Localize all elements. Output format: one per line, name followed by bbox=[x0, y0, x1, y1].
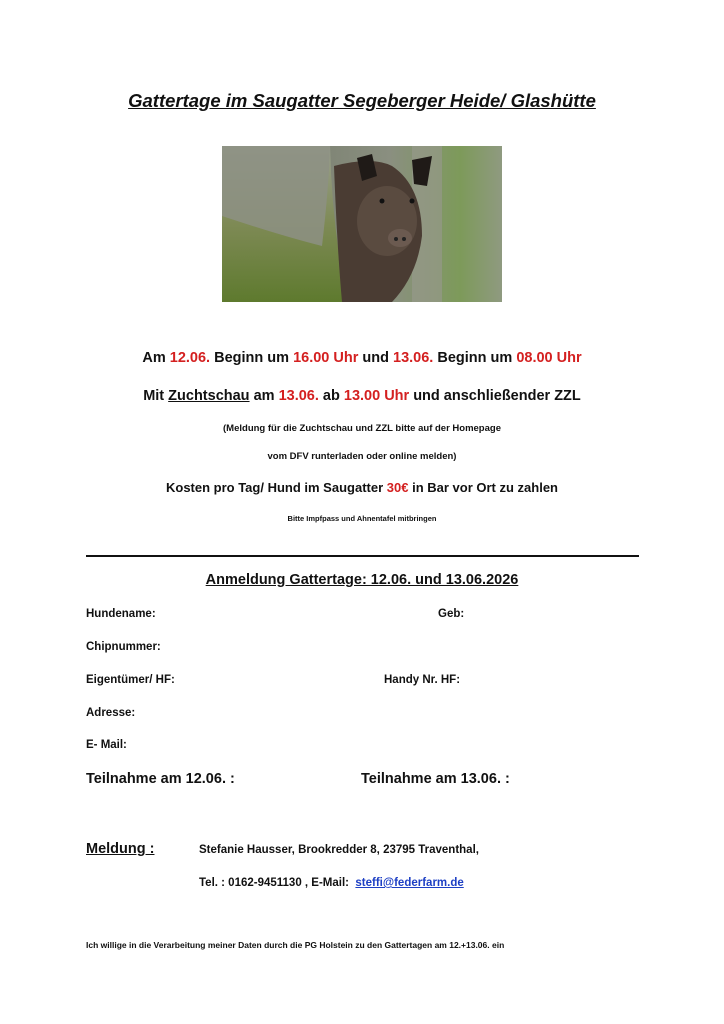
field-label-adresse: Adresse: bbox=[86, 707, 136, 719]
time-highlight: 13.00 Uhr bbox=[343, 388, 410, 404]
cost-line bbox=[0, 480, 724, 495]
text: und anschließender ZZL bbox=[409, 388, 581, 404]
field-label-geb: Geb: bbox=[438, 608, 465, 620]
email-link[interactable]: steffi@federfarm.de bbox=[355, 877, 464, 889]
field-label-handy: Handy Nr. HF: bbox=[384, 674, 461, 686]
meldung-contact bbox=[199, 877, 464, 889]
consent-text: Ich willige in die Verarbeitung meiner Daten durch die PG Holstein zu den Gattertagen am 12.+13.06. ein bbox=[86, 940, 505, 950]
field-label-hundename: Hundename: bbox=[86, 608, 156, 620]
date-highlight: 12.06. bbox=[169, 350, 211, 366]
field-label-eigentuemer: Eigentümer/ HF: bbox=[86, 674, 175, 686]
teilnahme-day1: Teilnahme am 12.06. : bbox=[86, 771, 235, 787]
homepage-note-line2: vom DFV runterladen oder online melden) bbox=[267, 451, 457, 462]
field-label-email: E- Mail: bbox=[86, 739, 127, 751]
homepage-note-line1: (Meldung für die Zuchtschau und ZZL bitte auf der Homepage bbox=[223, 423, 501, 434]
text: Beginn um bbox=[433, 350, 517, 366]
meldung-address: Stefanie Hausser, Brookredder 8, 23795 Traventhal, bbox=[199, 844, 479, 856]
zuchtschau-term: Zuchtschau bbox=[168, 388, 250, 404]
schedule-line bbox=[0, 350, 724, 366]
wild-boar-behind-tree-photo bbox=[222, 146, 502, 302]
teilnahme-day2: Teilnahme am 13.06. : bbox=[361, 771, 510, 787]
text: Am bbox=[142, 350, 170, 366]
text: in Bar vor Ort zu zahlen bbox=[408, 480, 558, 495]
text: ab bbox=[318, 388, 344, 404]
phone-text: Tel. : 0162-9451130 , E-Mail: bbox=[199, 877, 356, 889]
zuchtschau-line bbox=[0, 388, 724, 404]
price-highlight: 30€ bbox=[386, 480, 409, 495]
date-highlight: 13.06. bbox=[278, 388, 319, 404]
meldung-label: Meldung : bbox=[86, 841, 155, 857]
time-highlight: 16.00 Uhr bbox=[293, 350, 359, 366]
time-highlight: 08.00 Uhr bbox=[516, 350, 582, 366]
text: Kosten pro Tag/ Hund im Saugatter bbox=[165, 480, 387, 495]
text: und bbox=[358, 350, 394, 366]
date-highlight: 13.06. bbox=[393, 350, 434, 366]
bring-documents-note: Bitte Impfpass und Ahnentafel mitbringen bbox=[287, 514, 437, 523]
registration-title: Anmeldung Gattertage: 12.06. und 13.06.2026 bbox=[205, 572, 519, 588]
page-title: Gattertage im Saugatter Segeberger Heide/ Glashütte bbox=[128, 90, 596, 111]
divider bbox=[86, 555, 639, 557]
text: Beginn um bbox=[210, 350, 294, 366]
text: Mit bbox=[143, 388, 169, 404]
field-label-chipnummer: Chipnummer: bbox=[86, 641, 161, 653]
text: am bbox=[249, 388, 279, 404]
